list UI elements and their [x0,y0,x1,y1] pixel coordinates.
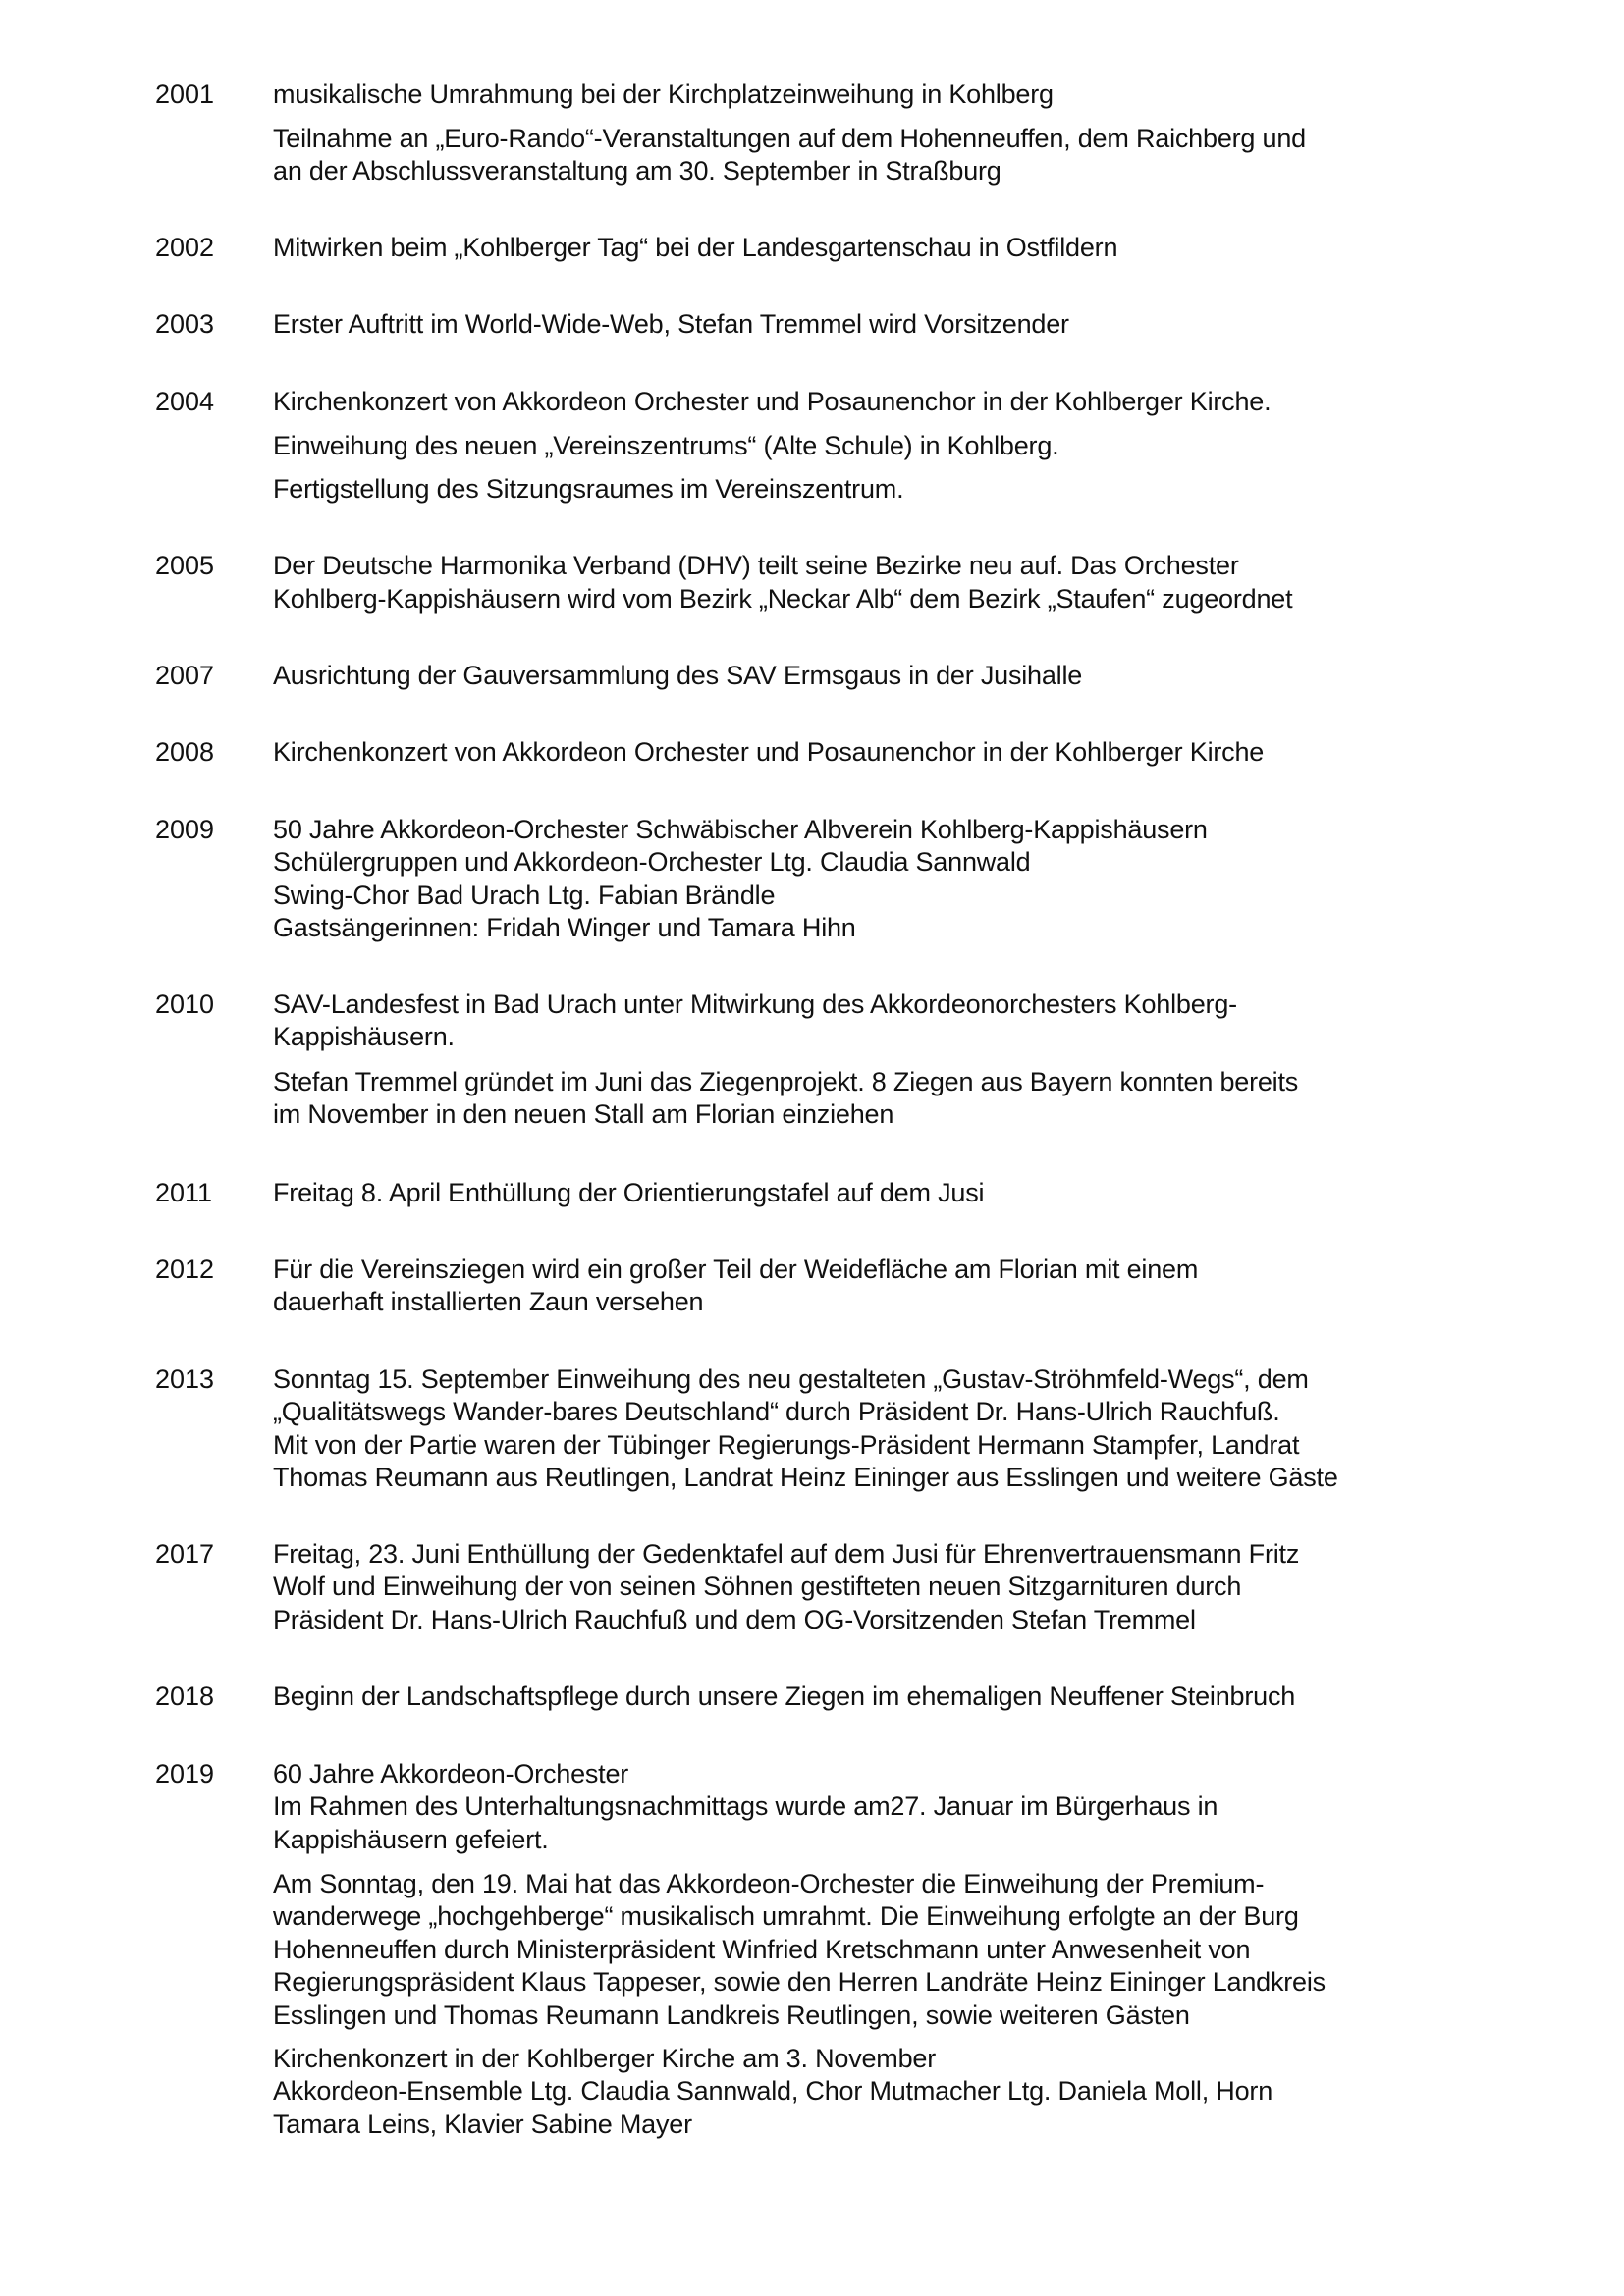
entry-text-line: Präsident Dr. Hans-Ulrich Rauchfuß und dem OG-Vorsitzenden Stefan Tremmel [273,1605,1196,1634]
entry-text-line: Mitwirken beim „Kohlberger Tag“ bei der Landesgartenschau in Ostfildern [273,233,1118,262]
entry-text-line: Kappishäusern. [273,1022,455,1051]
entry-year: 2003 [155,309,215,339]
entry-year: 2007 [155,661,215,690]
entry-text-line: Im Rahmen des Unterhaltungsnachmittags wurde am27. Januar im Bürgerhaus in [273,1791,1218,1821]
entry-text-line: Swing-Chor Bad Urach Ltg. Fabian Brändle [273,881,776,910]
entry-year: 2019 [155,1759,215,1789]
entry-text-line: Stefan Tremmel gründet im Juni das Ziegenprojekt. 8 Ziegen aus Bayern konnten bereits [273,1067,1299,1096]
entry-text-line: Ausrichtung der Gauversammlung des SAV Ermsgaus in der Jusihalle [273,661,1083,690]
entry-text-line: Beginn der Landschaftspflege durch unsere Ziegen im ehemaligen Neuffener Steinbruch [273,1682,1296,1711]
entry-text-line: Schülergruppen und Akkordeon-Orchester Ltg. Claudia Sannwald [273,847,1031,877]
entry-text-line: Freitag, 23. Juni Enthüllung der Gedenktafel auf dem Jusi für Ehrenvertrauensmann Fritz [273,1539,1300,1569]
entry-text-line: Erster Auftritt im World-Wide-Web, Stefan Tremmel wird Vorsitzender [273,309,1069,339]
entry-text-line: Sonntag 15. September Einweihung des neu gestalteten „Gustav-Ströhmfeld-Wegs“, dem [273,1364,1309,1394]
entry-text-line: Einweihung des neuen „Vereinszentrums“ (Alte Schule) in Kohlberg. [273,431,1059,460]
entry-text-line: 50 Jahre Akkordeon-Orchester Schwäbischer Albverein Kohlberg-Kappishäusern [273,815,1208,844]
entry-year: 2005 [155,551,215,580]
entry-text-line: Kirchenkonzert in der Kohlberger Kirche am 3. November [273,2044,937,2073]
entry-text-line: Wolf und Einweihung der von seinen Söhnen gestifteten neuen Sitzgarnituren durch [273,1572,1242,1601]
entry-text-line: Fertigstellung des Sitzungsraumes im Vereinszentrum. [273,474,904,504]
entry-year: 2017 [155,1539,215,1569]
entry-text-line: Kappishäusern gefeiert. [273,1825,549,1854]
entry-year: 2008 [155,737,215,767]
entry-year: 2004 [155,387,215,416]
entry-text-line: Esslingen und Thomas Reumann Landkreis Reutlingen, sowie weiteren Gästen [273,2001,1190,2030]
entry-year: 2010 [155,989,215,1019]
entry-text-line: Gastsängerinnen: Fridah Winger und Tamara Hihn [273,913,856,942]
entry-text-line: wanderwege „hochgehberge“ musikalisch umrahmt. Die Einweihung erfolgte an der Burg [273,1901,1299,1931]
entry-year: 2012 [155,1255,215,1284]
entry-text-line: Freitag 8. April Enthüllung der Orientierungstafel auf dem Jusi [273,1178,985,1207]
entry-year: 2013 [155,1364,215,1394]
entry-text-line: 60 Jahre Akkordeon-Orchester [273,1759,629,1789]
entry-year: 2001 [155,80,215,109]
entry-text-line: Akkordeon-Ensemble Ltg. Claudia Sannwald, Chor Mutmacher Ltg. Daniela Moll, Horn [273,2076,1273,2106]
entry-text-line: Kirchenkonzert von Akkordeon Orchester und Posaunenchor in der Kohlberger Kirche. [273,387,1272,416]
entry-text-line: Regierungspräsident Klaus Tappeser, sowie den Herren Landräte Heinz Eininger Landkreis [273,1967,1326,1997]
entry-text-line: Tamara Leins, Klavier Sabine Mayer [273,2109,692,2139]
entry-year: 2011 [155,1178,213,1207]
entry-text-line: Kirchenkonzert von Akkordeon Orchester und Posaunenchor in der Kohlberger Kirche [273,737,1265,767]
entry-text-line: an der Abschlussveranstaltung am 30. September in Straßburg [273,156,1001,186]
entry-year: 2018 [155,1682,215,1711]
entry-text-line: dauerhaft installierten Zaun versehen [273,1287,704,1316]
entry-text-line: Hohenneuffen durch Ministerpräsident Winfried Kretschmann unter Anwesenheit von [273,1935,1251,1964]
entry-text-line: „Qualitätswegs Wander-bares Deutschland“ durch Präsident Dr. Hans-Ulrich Rauchfuß. [273,1397,1280,1426]
entry-year: 2009 [155,815,215,844]
entry-text-line: SAV-Landesfest in Bad Urach unter Mitwirkung des Akkordeonorchesters Kohlberg- [273,989,1237,1019]
entry-text-line: Am Sonntag, den 19. Mai hat das Akkordeon-Orchester die Einweihung der Premium- [273,1869,1265,1898]
entry-text-line: Thomas Reumann aus Reutlingen, Landrat Heinz Eininger aus Esslingen und weitere Gäste [273,1463,1338,1492]
entry-year: 2002 [155,233,215,262]
entry-text-line: Der Deutsche Harmonika Verband (DHV) teilt seine Bezirke neu auf. Das Orchester [273,551,1239,580]
entry-text-line: Mit von der Partie waren der Tübinger Regierungs-Präsident Hermann Stampfer, Landrat [273,1430,1300,1460]
entry-text-line: musikalische Umrahmung bei der Kirchplatzeinweihung in Kohlberg [273,80,1054,109]
entry-text-line: Für die Vereinsziegen wird ein großer Teil der Weidefläche am Florian mit einem [273,1255,1199,1284]
entry-text-line: Teilnahme an „Euro-Rando“-Veranstaltungen auf dem Hohenneuffen, dem Raichberg und [273,124,1306,153]
entry-text-line: Kohlberg-Kappishäusern wird vom Bezirk „Neckar Alb“ dem Bezirk „Staufen“ zugeordnet [273,584,1293,614]
entry-text-line: im November in den neuen Stall am Florian einziehen [273,1099,894,1129]
